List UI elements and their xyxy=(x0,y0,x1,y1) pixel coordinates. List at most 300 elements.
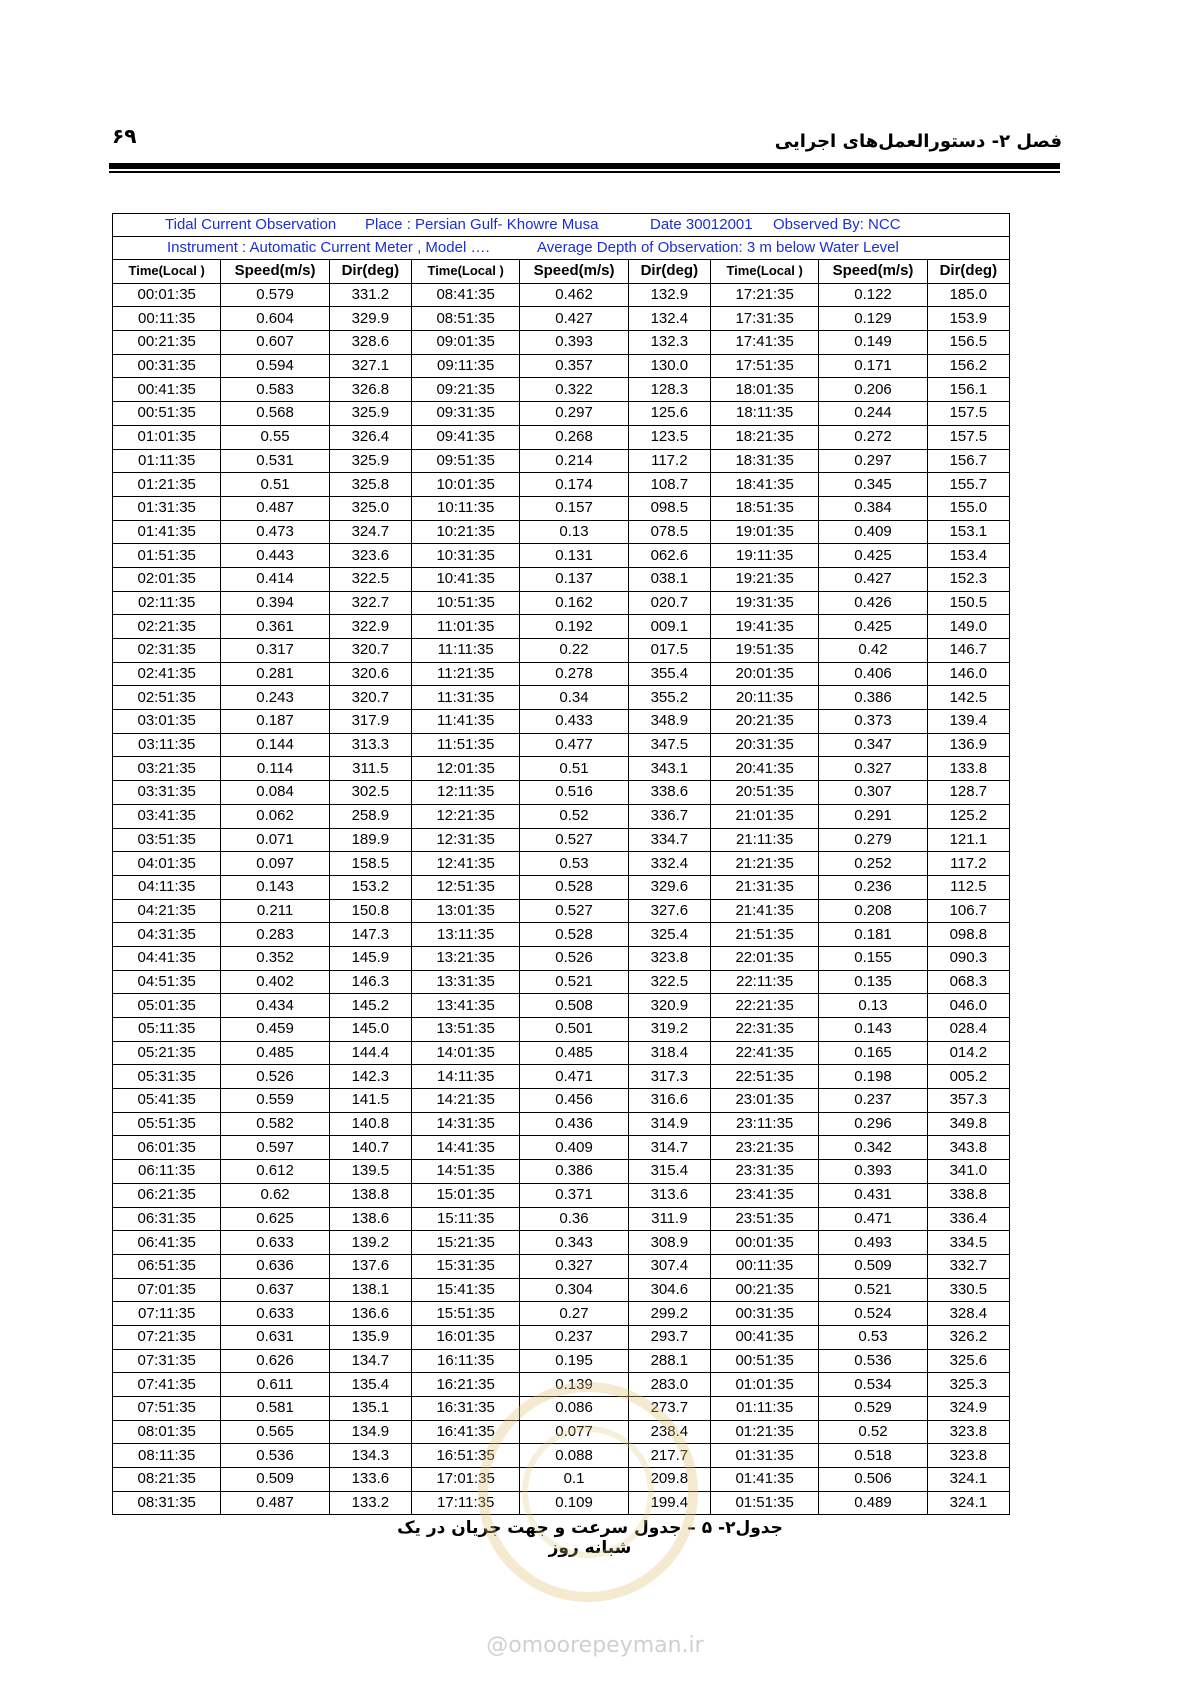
table-cell: 13:41:35 xyxy=(411,994,519,1018)
table-cell: 0.357 xyxy=(520,354,628,378)
table-cell: 062.6 xyxy=(628,544,710,568)
table-cell: 01:31:35 xyxy=(710,1444,818,1468)
table-cell: 01:41:35 xyxy=(113,520,221,544)
table-cell: 327.1 xyxy=(329,354,411,378)
table-cell: 135.1 xyxy=(329,1397,411,1421)
table-cell: 02:51:35 xyxy=(113,686,221,710)
table-cell: 20:11:35 xyxy=(710,686,818,710)
table-cell: 128.3 xyxy=(628,378,710,402)
table-cell: 01:01:35 xyxy=(710,1373,818,1397)
table-cell: 132.4 xyxy=(628,307,710,331)
table-cell: 04:41:35 xyxy=(113,946,221,970)
table-row xyxy=(113,1231,1010,1255)
table-cell: 139.4 xyxy=(927,710,1009,734)
table-cell: 0.536 xyxy=(819,1349,927,1373)
table-cell: 009.1 xyxy=(628,615,710,639)
table-cell: 05:31:35 xyxy=(113,1065,221,1089)
table-cell: 12:31:35 xyxy=(411,828,519,852)
table-cell: 334.5 xyxy=(927,1231,1009,1255)
table-cell: 06:41:35 xyxy=(113,1231,221,1255)
table-cell: 13:01:35 xyxy=(411,899,519,923)
table-cell: 00:01:35 xyxy=(113,283,221,307)
table-cell: 18:11:35 xyxy=(710,402,818,426)
table-cell: 00:31:35 xyxy=(113,354,221,378)
table-cell: 0.597 xyxy=(221,1136,329,1160)
table-cell: 21:31:35 xyxy=(710,875,818,899)
table-cell: 323.8 xyxy=(927,1444,1009,1468)
table-row xyxy=(113,402,1010,426)
table-cell: 320.9 xyxy=(628,994,710,1018)
table-cell: 20:01:35 xyxy=(710,662,818,686)
table-cell: 142.5 xyxy=(927,686,1009,710)
table-cell: 18:41:35 xyxy=(710,473,818,497)
table-cell: 06:51:35 xyxy=(113,1254,221,1278)
depth-info: Average Depth of Observation: 3 m below Water Level xyxy=(537,239,899,256)
table-cell: 0.42 xyxy=(819,639,927,663)
column-header: Dir(deg) xyxy=(329,260,411,284)
table-cell: 0.181 xyxy=(819,923,927,947)
table-cell: 23:01:35 xyxy=(710,1089,818,1113)
table-cell: 0.343 xyxy=(520,1231,628,1255)
table-cell: 15:51:35 xyxy=(411,1302,519,1326)
table-cell: 017.5 xyxy=(628,639,710,663)
table-cell: 324.1 xyxy=(927,1468,1009,1492)
table-cell: 0.487 xyxy=(221,1491,329,1515)
table-cell: 014.2 xyxy=(927,1041,1009,1065)
table-cell: 343.1 xyxy=(628,757,710,781)
table-cell: 08:31:35 xyxy=(113,1491,221,1515)
table-cell: 0.501 xyxy=(520,1018,628,1042)
table-cell: 05:41:35 xyxy=(113,1089,221,1113)
observed-by: Observed By: NCC xyxy=(773,216,901,233)
table-cell: 0.208 xyxy=(819,899,927,923)
table-cell: 02:01:35 xyxy=(113,567,221,591)
table-cell: 09:51:35 xyxy=(411,449,519,473)
table-cell: 140.7 xyxy=(329,1136,411,1160)
table-cell: 0.144 xyxy=(221,733,329,757)
table-cell: 0.135 xyxy=(819,970,927,994)
table-cell: 0.459 xyxy=(221,1018,329,1042)
table-cell: 028.4 xyxy=(927,1018,1009,1042)
table-cell: 0.509 xyxy=(819,1254,927,1278)
table-cell: 0.611 xyxy=(221,1373,329,1397)
column-header: Dir(deg) xyxy=(628,260,710,284)
table-cell: 09:01:35 xyxy=(411,331,519,355)
table-cell: 01:21:35 xyxy=(113,473,221,497)
table-cell: 01:01:35 xyxy=(113,425,221,449)
table-cell: 19:01:35 xyxy=(710,520,818,544)
table-cell: 347.5 xyxy=(628,733,710,757)
table-cell: 17:41:35 xyxy=(710,331,818,355)
table-cell: 0.633 xyxy=(221,1231,329,1255)
table-cell: 22:51:35 xyxy=(710,1065,818,1089)
table-cell: 0.626 xyxy=(221,1349,329,1373)
table-row xyxy=(113,331,1010,355)
table-row xyxy=(113,1373,1010,1397)
table-cell: 145.2 xyxy=(329,994,411,1018)
table-cell: 0.131 xyxy=(520,544,628,568)
table-cell: 139.2 xyxy=(329,1231,411,1255)
table-cell: 146.3 xyxy=(329,970,411,994)
table-cell: 0.394 xyxy=(221,591,329,615)
table-cell: 322.5 xyxy=(329,567,411,591)
table-cell: 01:51:35 xyxy=(113,544,221,568)
table-cell: 0.518 xyxy=(819,1444,927,1468)
table-cell: 0.192 xyxy=(520,615,628,639)
table-cell: 322.7 xyxy=(329,591,411,615)
table-cell: 343.8 xyxy=(927,1136,1009,1160)
table-cell: 324.9 xyxy=(927,1397,1009,1421)
table-cell: 138.8 xyxy=(329,1183,411,1207)
table-row xyxy=(113,307,1010,331)
table-cell: 11:31:35 xyxy=(411,686,519,710)
table-cell: 112.5 xyxy=(927,875,1009,899)
column-header: Time(Local ) xyxy=(710,260,818,284)
table-cell: 258.9 xyxy=(329,804,411,828)
table-cell: 156.5 xyxy=(927,331,1009,355)
header-rule-thin xyxy=(109,171,1060,173)
table-cell: 15:41:35 xyxy=(411,1278,519,1302)
table-row xyxy=(113,378,1010,402)
table-cell: 0.34 xyxy=(520,686,628,710)
table-cell: 13:11:35 xyxy=(411,923,519,947)
table-cell: 0.582 xyxy=(221,1112,329,1136)
table-row xyxy=(113,1302,1010,1326)
table-cell: 314.9 xyxy=(628,1112,710,1136)
table-cell: 04:11:35 xyxy=(113,875,221,899)
table-cell: 0.373 xyxy=(819,710,927,734)
table-cell: 133.6 xyxy=(329,1468,411,1492)
table-cell: 331.2 xyxy=(329,283,411,307)
table-cell: 0.237 xyxy=(520,1325,628,1349)
table-cell: 13:21:35 xyxy=(411,946,519,970)
table-cell: 20:41:35 xyxy=(710,757,818,781)
table-cell: 01:41:35 xyxy=(710,1468,818,1492)
table-row xyxy=(113,757,1010,781)
table-cell: 0.347 xyxy=(819,733,927,757)
table-row xyxy=(113,923,1010,947)
tidal-current-table-container xyxy=(112,213,1010,1515)
table-cell: 06:01:35 xyxy=(113,1136,221,1160)
table-cell: 01:51:35 xyxy=(710,1491,818,1515)
table-cell: 06:31:35 xyxy=(113,1207,221,1231)
table-cell: 16:11:35 xyxy=(411,1349,519,1373)
table-cell: 313.6 xyxy=(628,1183,710,1207)
table-cell: 0.077 xyxy=(520,1420,628,1444)
table-cell: 135.9 xyxy=(329,1325,411,1349)
table-cell: 185.0 xyxy=(927,283,1009,307)
table-cell: 20:21:35 xyxy=(710,710,818,734)
table-cell: 08:41:35 xyxy=(411,283,519,307)
table-cell: 08:11:35 xyxy=(113,1444,221,1468)
table-cell: 325.6 xyxy=(927,1349,1009,1373)
table-cell: 07:41:35 xyxy=(113,1373,221,1397)
table-cell: 0.485 xyxy=(221,1041,329,1065)
table-row xyxy=(113,804,1010,828)
table-cell: 16:51:35 xyxy=(411,1444,519,1468)
table-cell: 325.3 xyxy=(927,1373,1009,1397)
table-cell: 0.211 xyxy=(221,899,329,923)
table-cell: 0.409 xyxy=(819,520,927,544)
table-cell: 0.509 xyxy=(221,1468,329,1492)
table-cell: 11:41:35 xyxy=(411,710,519,734)
table-cell: 17:31:35 xyxy=(710,307,818,331)
table-cell: 152.3 xyxy=(927,567,1009,591)
table-cell: 0.206 xyxy=(819,378,927,402)
table-row xyxy=(113,781,1010,805)
table-cell: 0.528 xyxy=(520,875,628,899)
table-cell: 12:01:35 xyxy=(411,757,519,781)
table-info-row-1 xyxy=(113,214,1010,237)
table-cell: 0.456 xyxy=(520,1089,628,1113)
table-cell: 146.0 xyxy=(927,662,1009,686)
table-cell: 17:21:35 xyxy=(710,283,818,307)
table-cell: 0.633 xyxy=(221,1302,329,1326)
table-cell: 04:31:35 xyxy=(113,923,221,947)
table-cell: 0.506 xyxy=(819,1468,927,1492)
table-row xyxy=(113,449,1010,473)
table-cell: 15:21:35 xyxy=(411,1231,519,1255)
table-row xyxy=(113,1397,1010,1421)
table-cell: 153.4 xyxy=(927,544,1009,568)
table-row xyxy=(113,283,1010,307)
table-cell: 325.4 xyxy=(628,923,710,947)
table-row xyxy=(113,520,1010,544)
table-cell: 106.7 xyxy=(927,899,1009,923)
table-cell: 0.361 xyxy=(221,615,329,639)
table-cell: 132.9 xyxy=(628,283,710,307)
table-cell: 136.9 xyxy=(927,733,1009,757)
table-cell: 332.7 xyxy=(927,1254,1009,1278)
table-cell: 05:21:35 xyxy=(113,1041,221,1065)
table-row xyxy=(113,544,1010,568)
table-cell: 0.51 xyxy=(520,757,628,781)
table-cell: 0.27 xyxy=(520,1302,628,1326)
table-cell: 304.6 xyxy=(628,1278,710,1302)
table-cell: 0.528 xyxy=(520,923,628,947)
table-cell: 19:11:35 xyxy=(710,544,818,568)
table-cell: 150.8 xyxy=(329,899,411,923)
table-cell: 0.143 xyxy=(221,875,329,899)
table-cell: 0.143 xyxy=(819,1018,927,1042)
header-rule-thick xyxy=(109,163,1060,169)
table-cell: 0.427 xyxy=(819,567,927,591)
table-cell: 0.062 xyxy=(221,804,329,828)
table-cell: 144.4 xyxy=(329,1041,411,1065)
table-cell: 23:11:35 xyxy=(710,1112,818,1136)
table-cell: 0.524 xyxy=(819,1302,927,1326)
table-cell: 135.4 xyxy=(329,1373,411,1397)
table-row xyxy=(113,710,1010,734)
table-cell: 0.559 xyxy=(221,1089,329,1113)
table-cell: 313.3 xyxy=(329,733,411,757)
observation-title: Tidal Current Observation xyxy=(165,216,337,233)
table-cell: 0.443 xyxy=(221,544,329,568)
table-cell: 00:01:35 xyxy=(710,1231,818,1255)
table-cell: 0.427 xyxy=(520,307,628,331)
table-cell: 0.297 xyxy=(819,449,927,473)
page-number: ۶۹ xyxy=(112,124,137,148)
table-cell: 153.2 xyxy=(329,875,411,899)
table-cell: 038.1 xyxy=(628,567,710,591)
table-cell: 00:51:35 xyxy=(113,402,221,426)
column-header: Speed(m/s) xyxy=(520,260,628,284)
table-cell: 133.8 xyxy=(927,757,1009,781)
table-cell: 0.36 xyxy=(520,1207,628,1231)
table-cell: 341.0 xyxy=(927,1160,1009,1184)
table-cell: 323.8 xyxy=(628,946,710,970)
table-cell: 330.5 xyxy=(927,1278,1009,1302)
table-cell: 20:31:35 xyxy=(710,733,818,757)
table-cell: 0.281 xyxy=(221,662,329,686)
table-cell: 156.2 xyxy=(927,354,1009,378)
table-cell: 18:01:35 xyxy=(710,378,818,402)
table-cell: 12:21:35 xyxy=(411,804,519,828)
table-cell: 0.393 xyxy=(520,331,628,355)
table-cell: 0.477 xyxy=(520,733,628,757)
table-cell: 348.9 xyxy=(628,710,710,734)
table-cell: 0.137 xyxy=(520,567,628,591)
table-cell: 08:51:35 xyxy=(411,307,519,331)
table-cell: 349.8 xyxy=(927,1112,1009,1136)
table-cell: 0.436 xyxy=(520,1112,628,1136)
table-cell: 03:21:35 xyxy=(113,757,221,781)
table-row xyxy=(113,1041,1010,1065)
table-row xyxy=(113,1136,1010,1160)
table-cell: 18:51:35 xyxy=(710,496,818,520)
table-cell: 0.171 xyxy=(819,354,927,378)
table-cell: 117.2 xyxy=(628,449,710,473)
table-row xyxy=(113,946,1010,970)
table-cell: 320.7 xyxy=(329,686,411,710)
table-cell: 308.9 xyxy=(628,1231,710,1255)
table-row xyxy=(113,828,1010,852)
table-cell: 07:31:35 xyxy=(113,1349,221,1373)
table-cell: 123.5 xyxy=(628,425,710,449)
table-cell: 0.52 xyxy=(819,1420,927,1444)
table-cell: 14:11:35 xyxy=(411,1065,519,1089)
table-cell: 03:51:35 xyxy=(113,828,221,852)
table-cell: 0.434 xyxy=(221,994,329,1018)
table-cell: 0.631 xyxy=(221,1325,329,1349)
table-cell: 0.521 xyxy=(520,970,628,994)
table-cell: 0.471 xyxy=(819,1207,927,1231)
table-cell: 21:11:35 xyxy=(710,828,818,852)
table-cell: 0.402 xyxy=(221,970,329,994)
table-row xyxy=(113,1254,1010,1278)
table-cell: 00:51:35 xyxy=(710,1349,818,1373)
table-cell: 153.1 xyxy=(927,520,1009,544)
table-cell: 23:51:35 xyxy=(710,1207,818,1231)
table-cell: 22:41:35 xyxy=(710,1041,818,1065)
table-cell: 0.516 xyxy=(520,781,628,805)
table-cell: 0.487 xyxy=(221,496,329,520)
table-cell: 17:11:35 xyxy=(411,1491,519,1515)
table-row xyxy=(113,615,1010,639)
table-cell: 0.296 xyxy=(819,1112,927,1136)
table-cell: 325.8 xyxy=(329,473,411,497)
table-cell: 16:21:35 xyxy=(411,1373,519,1397)
table-cell: 21:41:35 xyxy=(710,899,818,923)
table-cell: 0.426 xyxy=(819,591,927,615)
table-cell: 324.1 xyxy=(927,1491,1009,1515)
table-cell: 06:11:35 xyxy=(113,1160,221,1184)
table-cell: 068.3 xyxy=(927,970,1009,994)
table-cell: 07:11:35 xyxy=(113,1302,221,1326)
watermark-text: @omoorepeyman.ir xyxy=(486,1633,704,1658)
table-cell: 04:51:35 xyxy=(113,970,221,994)
table-cell: 0.55 xyxy=(221,425,329,449)
table-row xyxy=(113,1349,1010,1373)
table-cell: 121.1 xyxy=(927,828,1009,852)
table-cell: 320.7 xyxy=(329,639,411,663)
table-cell: 311.5 xyxy=(329,757,411,781)
table-cell: 05:11:35 xyxy=(113,1018,221,1042)
table-cell: 0.53 xyxy=(819,1325,927,1349)
table-cell: 0.129 xyxy=(819,307,927,331)
table-cell: 0.485 xyxy=(520,1041,628,1065)
table-cell: 140.8 xyxy=(329,1112,411,1136)
table-row xyxy=(113,1420,1010,1444)
table-cell: 357.3 xyxy=(927,1089,1009,1113)
table-cell: 17:51:35 xyxy=(710,354,818,378)
observation-place: Place : Persian Gulf- Khowre Musa xyxy=(365,216,599,233)
table-row xyxy=(113,875,1010,899)
table-cell: 0.283 xyxy=(221,923,329,947)
table-cell: 329.9 xyxy=(329,307,411,331)
table-cell: 02:31:35 xyxy=(113,639,221,663)
table-cell: 19:31:35 xyxy=(710,591,818,615)
table-cell: 0.162 xyxy=(520,591,628,615)
table-info-cell-1 xyxy=(113,214,1010,237)
table-cell: 0.165 xyxy=(819,1041,927,1065)
table-cell: 325.9 xyxy=(329,402,411,426)
table-caption: جدول۲- ۵ – جدول سرعت و جهت جریان در یک شبانه روز xyxy=(397,1518,783,1558)
table-cell: 0.243 xyxy=(221,686,329,710)
table-cell: 0.327 xyxy=(819,757,927,781)
table-cell: 098.8 xyxy=(927,923,1009,947)
table-cell: 23:21:35 xyxy=(710,1136,818,1160)
table-cell: 128.7 xyxy=(927,781,1009,805)
chapter-title: فصل ۲- دستورالعمل‌های اجرایی xyxy=(774,131,1062,152)
table-cell: 00:21:35 xyxy=(113,331,221,355)
table-cell: 132.3 xyxy=(628,331,710,355)
table-cell: 0.431 xyxy=(819,1183,927,1207)
table-cell: 320.6 xyxy=(329,662,411,686)
table-cell: 299.2 xyxy=(628,1302,710,1326)
table-cell: 046.0 xyxy=(927,994,1009,1018)
table-row xyxy=(113,1160,1010,1184)
table-cell: 10:31:35 xyxy=(411,544,519,568)
table-row xyxy=(113,496,1010,520)
table-cell: 0.088 xyxy=(520,1444,628,1468)
table-cell: 145.0 xyxy=(329,1018,411,1042)
table-cell: 0.237 xyxy=(819,1089,927,1113)
table-cell: 319.2 xyxy=(628,1018,710,1042)
table-cell: 0.1 xyxy=(520,1468,628,1492)
table-cell: 209.8 xyxy=(628,1468,710,1492)
table-cell: 283.0 xyxy=(628,1373,710,1397)
table-cell: 22:01:35 xyxy=(710,946,818,970)
table-cell: 09:41:35 xyxy=(411,425,519,449)
table-cell: 317.3 xyxy=(628,1065,710,1089)
table-cell: 326.8 xyxy=(329,378,411,402)
table-cell: 338.6 xyxy=(628,781,710,805)
table-cell: 134.3 xyxy=(329,1444,411,1468)
table-cell: 316.6 xyxy=(628,1089,710,1113)
table-cell: 0.462 xyxy=(520,283,628,307)
table-cell: 078.5 xyxy=(628,520,710,544)
